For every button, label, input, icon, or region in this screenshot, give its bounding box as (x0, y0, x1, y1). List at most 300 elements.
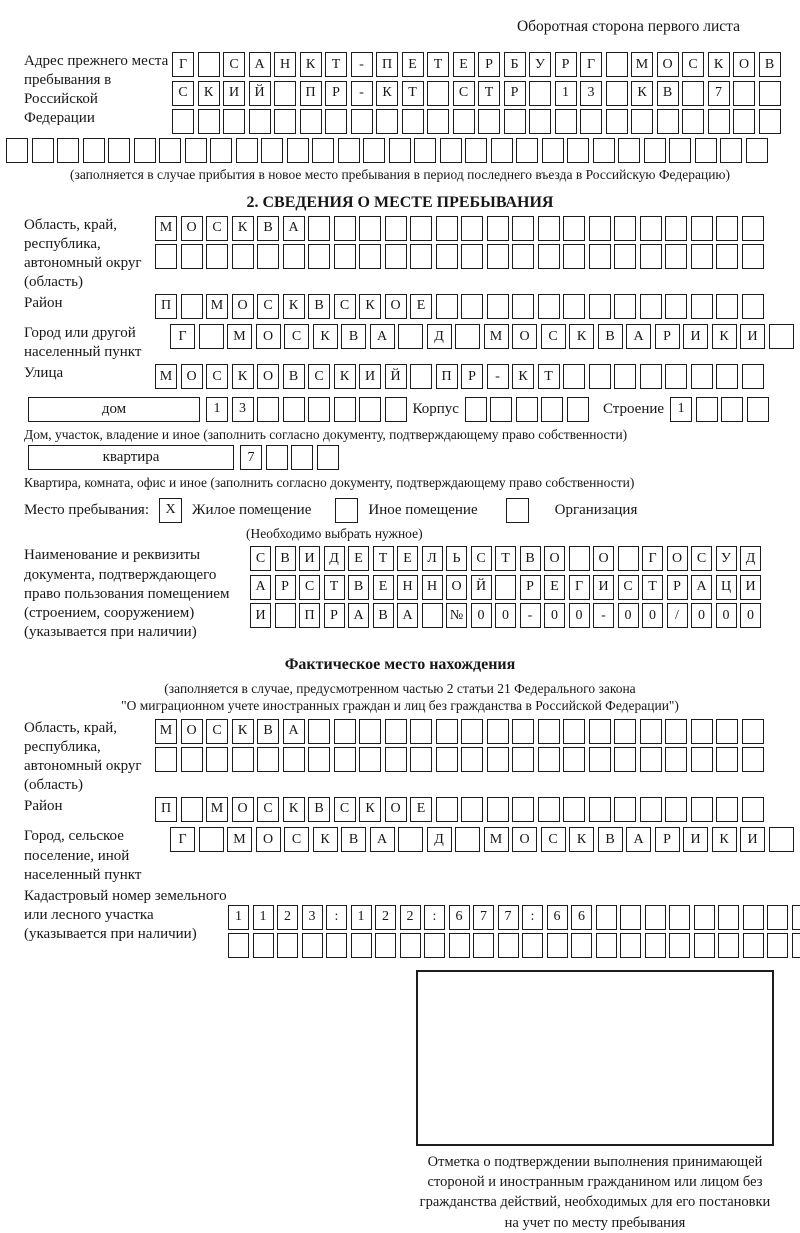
char-box[interactable]: П (436, 364, 458, 389)
char-box[interactable]: Д (427, 827, 452, 852)
char-box[interactable] (253, 933, 274, 958)
char-box[interactable] (645, 933, 666, 958)
char-box[interactable] (232, 244, 254, 269)
char-box[interactable]: - (487, 364, 509, 389)
char-box[interactable] (720, 138, 742, 163)
char-box[interactable] (487, 216, 509, 241)
char-box[interactable]: Й (385, 364, 407, 389)
char-box[interactable] (283, 244, 305, 269)
char-box[interactable]: Т (427, 52, 449, 77)
char-box[interactable] (538, 294, 560, 319)
char-box[interactable]: А (626, 827, 651, 852)
char-box[interactable] (490, 397, 512, 422)
char-box[interactable]: К (376, 81, 398, 106)
char-box[interactable] (769, 324, 794, 349)
char-box[interactable]: А (370, 827, 395, 852)
char-box[interactable] (640, 216, 662, 241)
char-box[interactable] (640, 797, 662, 822)
char-box[interactable]: К (283, 294, 305, 319)
char-box[interactable] (359, 719, 381, 744)
char-box[interactable]: М (206, 294, 228, 319)
char-box[interactable]: В (520, 546, 541, 571)
char-box[interactable]: М (484, 827, 509, 852)
char-box[interactable] (640, 244, 662, 269)
char-box[interactable]: П (155, 294, 177, 319)
char-box[interactable] (716, 216, 738, 241)
char-box[interactable] (716, 747, 738, 772)
char-box[interactable]: О (593, 546, 614, 571)
char-box[interactable] (614, 719, 636, 744)
char-box[interactable]: Р (275, 575, 296, 600)
char-box[interactable]: 7 (473, 905, 494, 930)
char-box[interactable]: Р (655, 827, 680, 852)
char-box[interactable]: 7 (708, 81, 730, 106)
char-box[interactable]: К (313, 827, 338, 852)
char-box[interactable] (512, 216, 534, 241)
char-box[interactable]: К (359, 294, 381, 319)
char-box[interactable] (487, 244, 509, 269)
char-box[interactable]: С (299, 575, 320, 600)
char-box[interactable]: С (691, 546, 712, 571)
char-box[interactable] (665, 364, 687, 389)
char-box[interactable] (155, 244, 177, 269)
char-box[interactable] (465, 138, 487, 163)
char-box[interactable]: 0 (495, 603, 516, 628)
char-box[interactable] (261, 138, 283, 163)
char-box[interactable] (375, 933, 396, 958)
char-box[interactable]: О (232, 797, 254, 822)
char-box[interactable] (589, 294, 611, 319)
char-box[interactable]: И (593, 575, 614, 600)
char-box[interactable]: В (348, 575, 369, 600)
char-box[interactable]: К (232, 364, 254, 389)
char-box[interactable] (747, 397, 769, 422)
char-box[interactable]: К (232, 719, 254, 744)
char-box[interactable]: Г (642, 546, 663, 571)
char-box[interactable] (277, 933, 298, 958)
char-box[interactable] (206, 747, 228, 772)
char-box[interactable] (644, 138, 666, 163)
char-box[interactable] (716, 797, 738, 822)
char-box[interactable]: Н (422, 575, 443, 600)
char-box[interactable] (614, 216, 636, 241)
char-box[interactable] (620, 905, 641, 930)
char-box[interactable] (567, 138, 589, 163)
char-box[interactable] (640, 364, 662, 389)
char-box[interactable] (410, 747, 432, 772)
char-box[interactable] (614, 294, 636, 319)
char-box[interactable]: 6 (449, 905, 470, 930)
char-box[interactable] (716, 244, 738, 269)
char-box[interactable] (228, 933, 249, 958)
char-box[interactable] (563, 364, 585, 389)
char-box[interactable] (695, 138, 717, 163)
char-box[interactable]: С (172, 81, 194, 106)
char-box[interactable] (733, 109, 755, 134)
char-box[interactable]: С (334, 797, 356, 822)
char-box[interactable] (512, 244, 534, 269)
char-box[interactable] (733, 81, 755, 106)
char-box[interactable] (665, 747, 687, 772)
char-box[interactable] (274, 109, 296, 134)
char-box[interactable]: В (275, 546, 296, 571)
char-box[interactable] (283, 397, 305, 422)
char-box[interactable] (257, 244, 279, 269)
char-box[interactable]: К (232, 216, 254, 241)
char-box[interactable]: Т (642, 575, 663, 600)
char-box[interactable]: 1 (206, 397, 228, 422)
char-box[interactable] (461, 797, 483, 822)
char-box[interactable] (436, 719, 458, 744)
char-box[interactable] (440, 138, 462, 163)
char-box[interactable]: С (284, 324, 309, 349)
char-box[interactable] (317, 445, 339, 470)
char-box[interactable]: Ь (446, 546, 467, 571)
char-box[interactable] (538, 244, 560, 269)
stay-option-organization-checkbox[interactable] (506, 498, 529, 523)
char-box[interactable]: С (308, 364, 330, 389)
char-box[interactable]: О (544, 546, 565, 571)
char-box[interactable]: 1 (253, 905, 274, 930)
char-box[interactable] (691, 797, 713, 822)
char-box[interactable]: Г (170, 827, 195, 852)
char-box[interactable]: А (626, 324, 651, 349)
char-box[interactable]: О (512, 324, 537, 349)
char-box[interactable] (398, 324, 423, 349)
char-box[interactable] (334, 747, 356, 772)
char-box[interactable]: П (299, 603, 320, 628)
char-box[interactable]: Е (544, 575, 565, 600)
char-box[interactable] (589, 244, 611, 269)
char-box[interactable]: М (155, 364, 177, 389)
char-box[interactable]: М (206, 797, 228, 822)
char-box[interactable]: В (759, 52, 781, 77)
char-box[interactable]: И (740, 575, 761, 600)
char-box[interactable] (83, 138, 105, 163)
char-box[interactable] (657, 109, 679, 134)
char-box[interactable]: С (206, 364, 228, 389)
char-box[interactable]: Н (274, 52, 296, 77)
char-box[interactable] (571, 933, 592, 958)
char-box[interactable]: В (657, 81, 679, 106)
char-box[interactable]: : (326, 905, 347, 930)
char-box[interactable] (743, 933, 764, 958)
char-box[interactable]: 0 (618, 603, 639, 628)
char-box[interactable] (300, 109, 322, 134)
char-box[interactable]: И (359, 364, 381, 389)
char-box[interactable] (232, 747, 254, 772)
char-box[interactable] (716, 294, 738, 319)
char-box[interactable]: - (593, 603, 614, 628)
char-box[interactable]: К (334, 364, 356, 389)
char-box[interactable]: 0 (544, 603, 565, 628)
char-box[interactable] (669, 138, 691, 163)
char-box[interactable] (759, 81, 781, 106)
char-box[interactable] (669, 933, 690, 958)
char-box[interactable] (792, 905, 800, 930)
char-box[interactable] (385, 719, 407, 744)
char-box[interactable] (436, 747, 458, 772)
char-box[interactable]: 1 (351, 905, 372, 930)
char-box[interactable] (742, 216, 764, 241)
char-box[interactable] (665, 797, 687, 822)
char-box[interactable]: С (618, 575, 639, 600)
char-box[interactable]: В (341, 324, 366, 349)
char-box[interactable]: 0 (716, 603, 737, 628)
char-box[interactable] (275, 603, 296, 628)
char-box[interactable]: А (283, 216, 305, 241)
char-box[interactable] (6, 138, 28, 163)
char-box[interactable] (210, 138, 232, 163)
char-box[interactable]: 3 (302, 905, 323, 930)
char-box[interactable]: О (512, 827, 537, 852)
char-box[interactable] (665, 216, 687, 241)
char-box[interactable] (398, 827, 423, 852)
char-box[interactable]: О (733, 52, 755, 77)
char-box[interactable]: № (446, 603, 467, 628)
char-box[interactable] (308, 244, 330, 269)
char-box[interactable] (618, 546, 639, 571)
char-box[interactable]: Г (569, 575, 590, 600)
char-box[interactable] (385, 216, 407, 241)
char-box[interactable] (522, 933, 543, 958)
char-box[interactable] (563, 216, 585, 241)
char-box[interactable]: С (541, 324, 566, 349)
char-box[interactable] (665, 244, 687, 269)
char-box[interactable]: О (256, 827, 281, 852)
char-box[interactable]: 7 (240, 445, 262, 470)
char-box[interactable]: О (667, 546, 688, 571)
char-box[interactable]: Р (667, 575, 688, 600)
char-box[interactable] (461, 294, 483, 319)
char-box[interactable] (718, 905, 739, 930)
char-box[interactable] (155, 747, 177, 772)
char-box[interactable] (716, 719, 738, 744)
char-box[interactable] (593, 138, 615, 163)
char-box[interactable]: С (453, 81, 475, 106)
char-box[interactable] (631, 109, 653, 134)
char-box[interactable] (325, 109, 347, 134)
char-box[interactable] (199, 827, 224, 852)
char-box[interactable] (759, 109, 781, 134)
char-box[interactable]: Е (453, 52, 475, 77)
char-box[interactable]: В (308, 294, 330, 319)
char-box[interactable]: В (598, 324, 623, 349)
char-box[interactable] (694, 933, 715, 958)
char-box[interactable] (606, 81, 628, 106)
char-box[interactable] (495, 575, 516, 600)
char-box[interactable] (742, 797, 764, 822)
char-box[interactable] (589, 364, 611, 389)
char-box[interactable] (172, 109, 194, 134)
char-box[interactable] (359, 216, 381, 241)
char-box[interactable]: Е (402, 52, 424, 77)
char-box[interactable] (538, 719, 560, 744)
char-box[interactable] (185, 138, 207, 163)
char-box[interactable] (512, 294, 534, 319)
char-box[interactable] (606, 52, 628, 77)
char-box[interactable]: 2 (375, 905, 396, 930)
char-box[interactable] (359, 747, 381, 772)
char-box[interactable]: С (541, 827, 566, 852)
char-box[interactable]: О (257, 364, 279, 389)
char-box[interactable] (538, 747, 560, 772)
char-box[interactable] (694, 905, 715, 930)
char-box[interactable]: С (284, 827, 309, 852)
char-box[interactable]: К (300, 52, 322, 77)
char-box[interactable] (742, 719, 764, 744)
char-box[interactable] (455, 827, 480, 852)
char-box[interactable] (206, 244, 228, 269)
char-box[interactable]: В (341, 827, 366, 852)
char-box[interactable] (538, 797, 560, 822)
char-box[interactable] (516, 138, 538, 163)
char-box[interactable] (682, 81, 704, 106)
char-box[interactable] (767, 933, 788, 958)
char-box[interactable] (569, 546, 590, 571)
char-box[interactable] (563, 244, 585, 269)
char-box[interactable]: 0 (691, 603, 712, 628)
char-box[interactable]: - (520, 603, 541, 628)
char-box[interactable] (478, 109, 500, 134)
char-box[interactable]: Е (373, 575, 394, 600)
char-box[interactable] (308, 747, 330, 772)
char-box[interactable]: Б (504, 52, 526, 77)
char-box[interactable] (427, 109, 449, 134)
char-box[interactable] (181, 294, 203, 319)
char-box[interactable] (512, 719, 534, 744)
char-box[interactable]: 0 (569, 603, 590, 628)
char-box[interactable]: Й (471, 575, 492, 600)
char-box[interactable]: К (569, 324, 594, 349)
char-box[interactable] (461, 747, 483, 772)
char-box[interactable]: Т (538, 364, 560, 389)
char-box[interactable] (389, 138, 411, 163)
char-box[interactable] (199, 324, 224, 349)
char-box[interactable] (708, 109, 730, 134)
char-box[interactable]: Р (555, 52, 577, 77)
char-box[interactable] (287, 138, 309, 163)
char-box[interactable] (541, 397, 563, 422)
char-box[interactable] (620, 933, 641, 958)
char-box[interactable]: А (691, 575, 712, 600)
char-box[interactable]: О (256, 324, 281, 349)
char-box[interactable] (721, 397, 743, 422)
char-box[interactable] (402, 109, 424, 134)
char-box[interactable]: А (283, 719, 305, 744)
char-box[interactable]: Р (324, 603, 345, 628)
char-box[interactable] (108, 138, 130, 163)
char-box[interactable] (376, 109, 398, 134)
char-box[interactable]: К (359, 797, 381, 822)
char-box[interactable]: Л (422, 546, 443, 571)
char-box[interactable]: С (471, 546, 492, 571)
char-box[interactable]: В (373, 603, 394, 628)
stay-option-residential-checkbox[interactable]: X (159, 498, 182, 523)
char-box[interactable] (691, 294, 713, 319)
char-box[interactable] (691, 364, 713, 389)
char-box[interactable] (580, 109, 602, 134)
char-box[interactable] (742, 747, 764, 772)
char-box[interactable] (682, 109, 704, 134)
char-box[interactable] (567, 397, 589, 422)
char-box[interactable]: О (181, 216, 203, 241)
char-box[interactable]: Е (348, 546, 369, 571)
char-box[interactable] (504, 109, 526, 134)
char-box[interactable]: И (683, 324, 708, 349)
char-box[interactable] (691, 216, 713, 241)
char-box[interactable]: 6 (547, 905, 568, 930)
char-box[interactable]: 3 (580, 81, 602, 106)
char-box[interactable]: 7 (498, 905, 519, 930)
char-box[interactable] (487, 719, 509, 744)
char-box[interactable]: 3 (232, 397, 254, 422)
char-box[interactable]: А (370, 324, 395, 349)
char-box[interactable]: 1 (670, 397, 692, 422)
char-box[interactable] (410, 364, 432, 389)
char-box[interactable]: И (740, 827, 765, 852)
char-box[interactable]: Е (410, 797, 432, 822)
char-box[interactable]: 2 (400, 905, 421, 930)
char-box[interactable]: В (257, 719, 279, 744)
char-box[interactable] (465, 397, 487, 422)
char-box[interactable] (198, 52, 220, 77)
char-box[interactable] (742, 244, 764, 269)
char-box[interactable] (563, 719, 585, 744)
char-box[interactable] (385, 397, 407, 422)
char-box[interactable]: В (283, 364, 305, 389)
char-box[interactable]: : (424, 905, 445, 930)
char-box[interactable]: С (206, 719, 228, 744)
char-box[interactable] (743, 905, 764, 930)
char-box[interactable] (334, 216, 356, 241)
char-box[interactable] (427, 81, 449, 106)
char-box[interactable] (563, 294, 585, 319)
char-box[interactable] (257, 747, 279, 772)
char-box[interactable]: М (227, 827, 252, 852)
char-box[interactable] (338, 138, 360, 163)
char-box[interactable]: А (250, 575, 271, 600)
char-box[interactable] (618, 138, 640, 163)
char-box[interactable]: И (299, 546, 320, 571)
char-box[interactable]: Д (740, 546, 761, 571)
char-box[interactable] (424, 933, 445, 958)
char-box[interactable]: Т (402, 81, 424, 106)
char-box[interactable] (516, 397, 538, 422)
char-box[interactable]: 2 (277, 905, 298, 930)
char-box[interactable]: К (283, 797, 305, 822)
char-box[interactable]: М (227, 324, 252, 349)
char-box[interactable]: Н (397, 575, 418, 600)
char-box[interactable] (363, 138, 385, 163)
char-box[interactable] (691, 719, 713, 744)
char-box[interactable]: О (181, 364, 203, 389)
char-box[interactable] (716, 364, 738, 389)
char-box[interactable] (645, 905, 666, 930)
stay-option-other-checkbox[interactable] (335, 498, 358, 523)
char-box[interactable] (223, 109, 245, 134)
char-box[interactable]: Д (324, 546, 345, 571)
char-box[interactable] (32, 138, 54, 163)
char-box[interactable] (614, 364, 636, 389)
char-box[interactable] (334, 244, 356, 269)
char-box[interactable] (410, 719, 432, 744)
char-box[interactable]: К (712, 827, 737, 852)
char-box[interactable] (640, 294, 662, 319)
char-box[interactable] (436, 216, 458, 241)
char-box[interactable]: Д (427, 324, 452, 349)
char-box[interactable] (589, 747, 611, 772)
